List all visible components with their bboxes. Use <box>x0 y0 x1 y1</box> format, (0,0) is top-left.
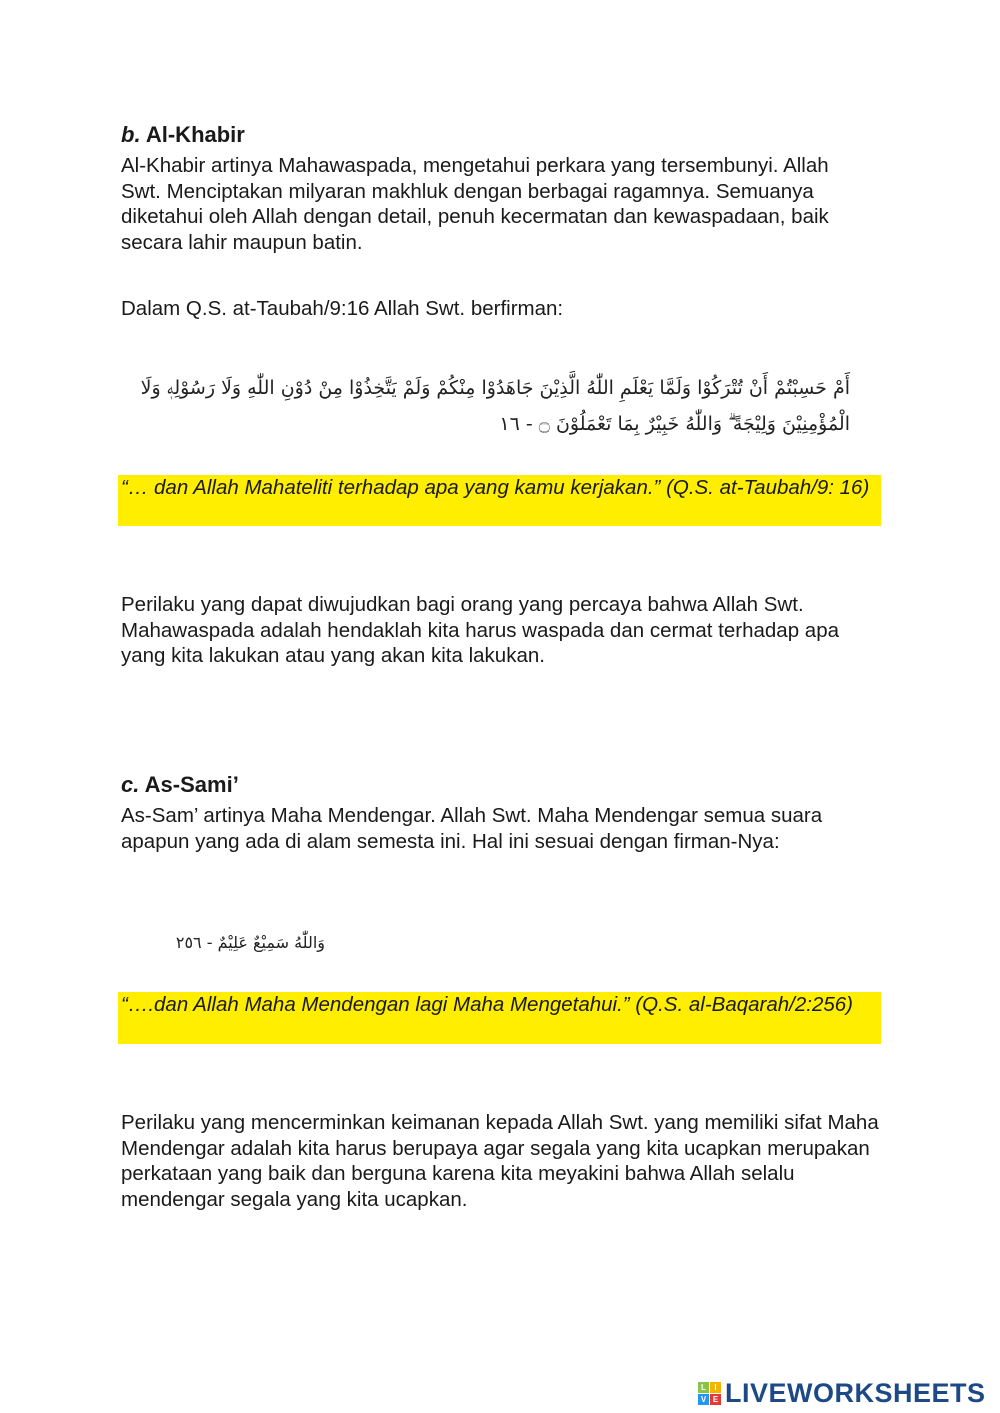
heading-al-khabir <box>121 122 881 148</box>
logo-cubes-icon <box>698 1382 721 1405</box>
al-khabir-paragraph: Al-Khabir artinya Mahawaspada, mengetahui perkara yang tersembunyi. Allah Swt. Menciptakan milyaran makhluk dengan berbagai ragamnya. Semuanya diketahui oleh Allah dengan detail, penuh kecermatan dan kewaspadaan, baik secara lahir maupun batin. <box>121 154 829 254</box>
arabic-verse-baqarah: وَاللّٰهُ سَمِيْعٌ عَلِيْمٌ - ٢٥٦ <box>175 933 325 952</box>
section-title: As-Sami’ <box>144 772 239 797</box>
verse-intro: Dalam Q.S. at-Taubah/9:16 Allah Swt. berfirman: <box>121 297 564 320</box>
logo-cube: V <box>698 1394 709 1405</box>
arabic-verse-taubah: أَمْ حَسِبْتُمْ أَنْ تُتْرَكُوْا وَلَمَّا يَعْلَمِ اللّٰهُ الَّذِيْنَ جَاهَدُوْا مِنْكُمْ وَلَمْ يَتَّخِذُوْا مِنْ دُوْنِ اللّٰهِ وَلَا رَسُوْلِهٖ وَلَا الْمُؤْمِنِيْنَ وَلِيْجَةً ۗ وَاللّٰهُ خَبِيْرٌ بِمَا تَعْمَلُوْنَ ۝ - ١٦ <box>140 377 850 435</box>
section-letter: b. <box>121 122 141 147</box>
section-title: Al-Khabir <box>145 122 245 147</box>
heading-as-sami <box>121 772 881 798</box>
logo-text: LIVEWORKSHEETS <box>725 1378 986 1408</box>
logo-cube: L <box>698 1382 709 1393</box>
al-khabir-behavior: Perilaku yang dapat diwujudkan bagi orang yang percaya bahwa Allah Swt. Mahawaspada adalah hendaklah kita harus waspada dan cermat terhadap apa yang kita lakukan atau yang akan kita lakukan. <box>121 593 840 667</box>
quote-baqarah-highlight: “….dan Allah Maha Mendengan lagi Maha Mengetahui.” (Q.S. al-Baqarah/2:256) <box>118 992 881 1044</box>
logo-cube: I <box>710 1382 721 1393</box>
section-letter: c. <box>121 772 140 797</box>
as-sami-behavior: Perilaku yang mencerminkan keimanan kepada Allah Swt. yang memiliki sifat Maha Mendengar adalah kita harus berupaya agar segala yang kita ucapkan merupakan perkataan yang baik dan berguna karena kita meyakini bahwa Allah selalu mendengar segala yang kita ucapkan. <box>121 1111 879 1211</box>
logo-cube: E <box>710 1394 721 1405</box>
quote-taubah-highlight: “… dan Allah Mahateliti terhadap apa yang kamu kerjakan.” (Q.S. at-Taubah/9: 16) <box>118 475 881 526</box>
as-sami-paragraph: As-Sam’ artinya Maha Mendengar. Allah Swt. Maha Mendengar semua suara apapun yang ada di alam semesta ini. Hal ini sesuai dengan firman-Nya: <box>121 804 823 853</box>
liveworksheets-logo <box>698 1378 986 1409</box>
